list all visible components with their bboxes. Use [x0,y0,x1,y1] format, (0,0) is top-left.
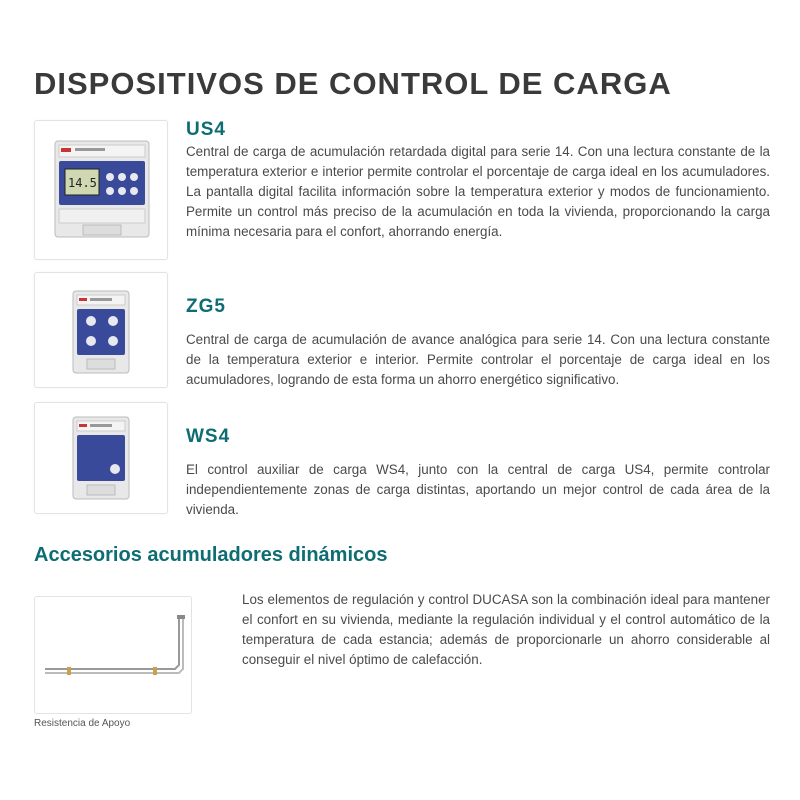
page-title: DISPOSITIVOS DE CONTROL DE CARGA [34,66,672,101]
product-name: WS4 [186,426,231,447]
us4-lcd-readout: 14.5 [68,176,97,190]
product-description: Central de carga de acumulación retardada digital para serie 14. Con una lectura constante de la temperatura exterior e interior permite controlar el porcentaje de carga ideal en los acumuladores. La pantalla digital facilita información sobre la temperatura exterior y modos de funcionamiento. Permite un control más preciso de la acumulación en toda la vivienda, proporcionando la carga mínima necesaria para el confort, ahorrando energía. [186,144,770,239]
product-name: ZG5 [186,296,226,317]
us4-device-image [34,120,168,260]
product-description: Central de carga de acumulación de avance analógica para serie 14. Con una lectura constante de la temperatura exterior e interior. Permite controlar el porcentaje de carga ideal en los acumuladores, logrando de esta forma un ahorro energético significativo. [186,332,770,387]
resistance-image [34,596,192,714]
product-name: US4 [186,119,226,140]
zg5-device-image [34,272,168,388]
product-description: El control auxiliar de carga WS4, junto con la central de carga US4, permite controlar independientemente zonas de carga distintas, aportando un mejor control de cada área de la vivienda. [186,462,770,517]
accessories-description: Los elementos de regulación y control DUCASA son la combinación ideal para mantener el confort en su vivienda, mediante la regulación individual y el control automático de la temperatura de cada estancia; además de proporcionarle un ahorro considerable al conseguir el nivel óptimo de calefacción. [242,592,770,667]
ws4-device-image [34,402,168,514]
accessories-title: Accesorios acumuladores dinámicos [34,544,388,566]
image-caption: Resistencia de Apoyo [34,718,131,729]
